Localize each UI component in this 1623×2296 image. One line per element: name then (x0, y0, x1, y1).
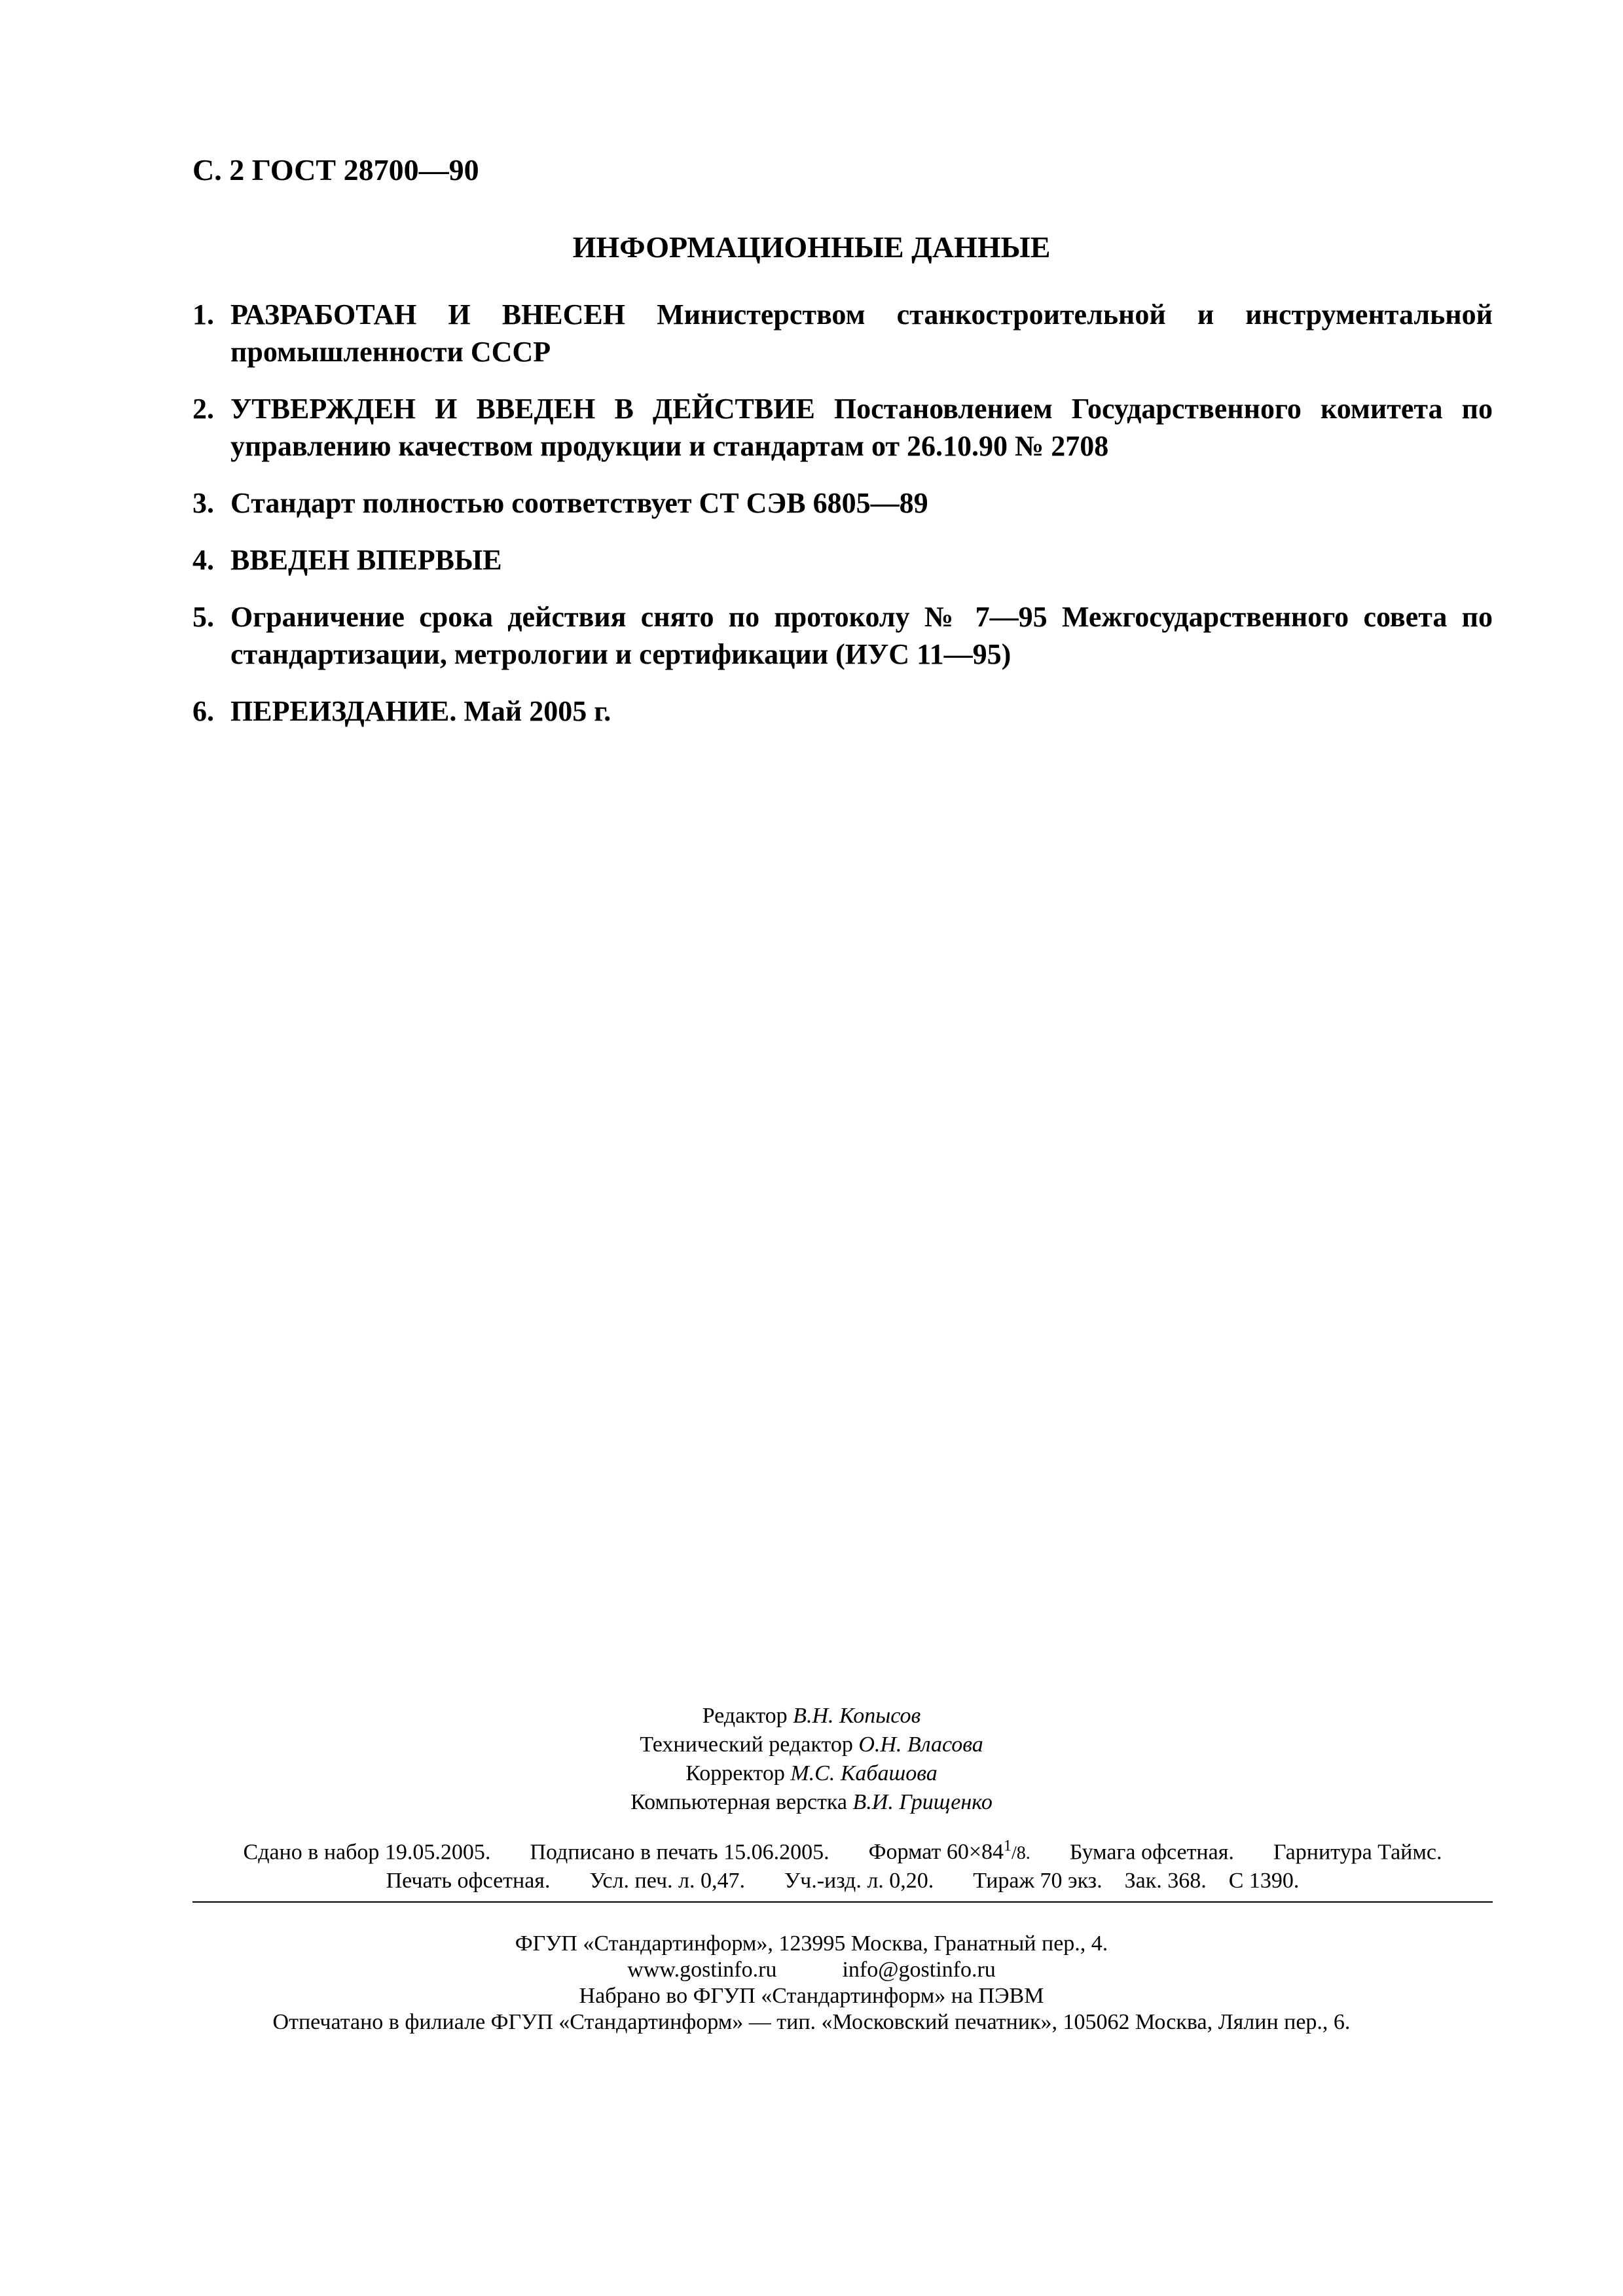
credit-name: М.С. Кабашова (790, 1761, 938, 1785)
credit-line (0, 1731, 1623, 1759)
imprint-line (192, 1867, 1493, 1895)
imprint-line (192, 1833, 1493, 1867)
item-number: 6. (192, 695, 214, 727)
list-item (192, 296, 1493, 370)
credit-name: В.И. Грищенко (852, 1790, 993, 1814)
item-text: УТВЕРЖДЕН И ВВЕДЕН В ДЕЙСТВИЕ Постановлением Государственного комитета по управлению качеством продукции и стандартам от 26.10.90 № 2708 (230, 393, 1493, 462)
list-item (192, 390, 1493, 465)
publisher-address: ФГУП «Стандартинформ», 123995 Москва, Гранатный пер., 4. (515, 1931, 1108, 1956)
credit-role: Компьютерная верстка (630, 1790, 848, 1814)
list-item (192, 541, 1493, 579)
format-info: Формат $60\times 84^1/8$. (868, 1838, 1030, 1865)
printed-note: Отпечатано в филиале ФГУП «Стандартинформ» — тип. «Московский печатник», 105062 Москва, Лялин пер., 6. (272, 2010, 1351, 2034)
credit-line (0, 1759, 1623, 1788)
pub-sheets: Уч.-изд. л. 0,20. (784, 1869, 934, 1893)
credit-line (0, 1702, 1623, 1731)
page-header: С. 2 ГОСТ 28700—90 (192, 153, 479, 187)
item-number: 4. (192, 544, 214, 576)
item-number: 5. (192, 601, 214, 633)
item-text: ПЕРЕИЗДАНИЕ. Май 2005 г. (230, 695, 611, 727)
item-number: 3. (192, 487, 214, 519)
divider-rule (192, 1901, 1493, 1903)
credit-name: О.Н. Власова (858, 1732, 983, 1757)
item-text: ВВЕДЕН ВПЕРВЫЕ (230, 544, 502, 576)
print-sheets: Усл. печ. л. 0,47. (589, 1869, 746, 1893)
code-number: С 1390. (1228, 1869, 1300, 1893)
list-item (192, 692, 1493, 730)
list-item (192, 484, 1493, 522)
info-list (192, 296, 1493, 749)
typeface-info: Гарнитура Таймс. (1273, 1840, 1442, 1865)
publisher-block (0, 1931, 1623, 2036)
credit-role: Корректор (685, 1761, 785, 1785)
list-item (192, 598, 1493, 673)
paper-info: Бумага офсетная. (1069, 1840, 1234, 1865)
signed-date: Подписано в печать 15.06.2005. (530, 1840, 830, 1865)
item-text: Ограничение срока действия снято по протоколу № 7—95 Межгосударственного совета по стандартизации, метрологии и сертификации (ИУС 11—95) (230, 601, 1493, 670)
print-run: Тираж 70 экз. (973, 1869, 1103, 1893)
credits-block (0, 1702, 1623, 1817)
publisher-contacts (0, 1957, 1623, 1983)
item-number: 1. (192, 298, 214, 331)
credit-line (0, 1788, 1623, 1817)
item-text: РАЗРАБОТАН И ВНЕСЕН Министерством станкостроительной и инструментальной промышленности СССР (230, 298, 1493, 368)
item-text: Стандарт полностью соответствует СТ СЭВ 6805—89 (230, 487, 928, 519)
item-number: 2. (192, 393, 214, 425)
credit-role: Технический редактор (640, 1732, 853, 1757)
email-link[interactable]: info@gostinfo.ru (842, 1958, 996, 1982)
submitted-date: Сдано в набор 19.05.2005. (243, 1840, 491, 1865)
printing-info: Печать офсетная. (386, 1869, 551, 1893)
website-link[interactable]: www.gostinfo.ru (627, 1958, 777, 1982)
order-number: Зак. 368. (1124, 1869, 1207, 1893)
typeset-note: Набрано во ФГУП «Стандартинформ» на ПЭВМ (579, 1984, 1044, 2008)
credit-role: Редактор (702, 1704, 788, 1728)
section-title: ИНФОРМАЦИОННЫЕ ДАННЫЕ (572, 230, 1051, 264)
imprint-block (192, 1833, 1493, 1895)
credit-name: В.Н. Копысов (793, 1704, 921, 1728)
